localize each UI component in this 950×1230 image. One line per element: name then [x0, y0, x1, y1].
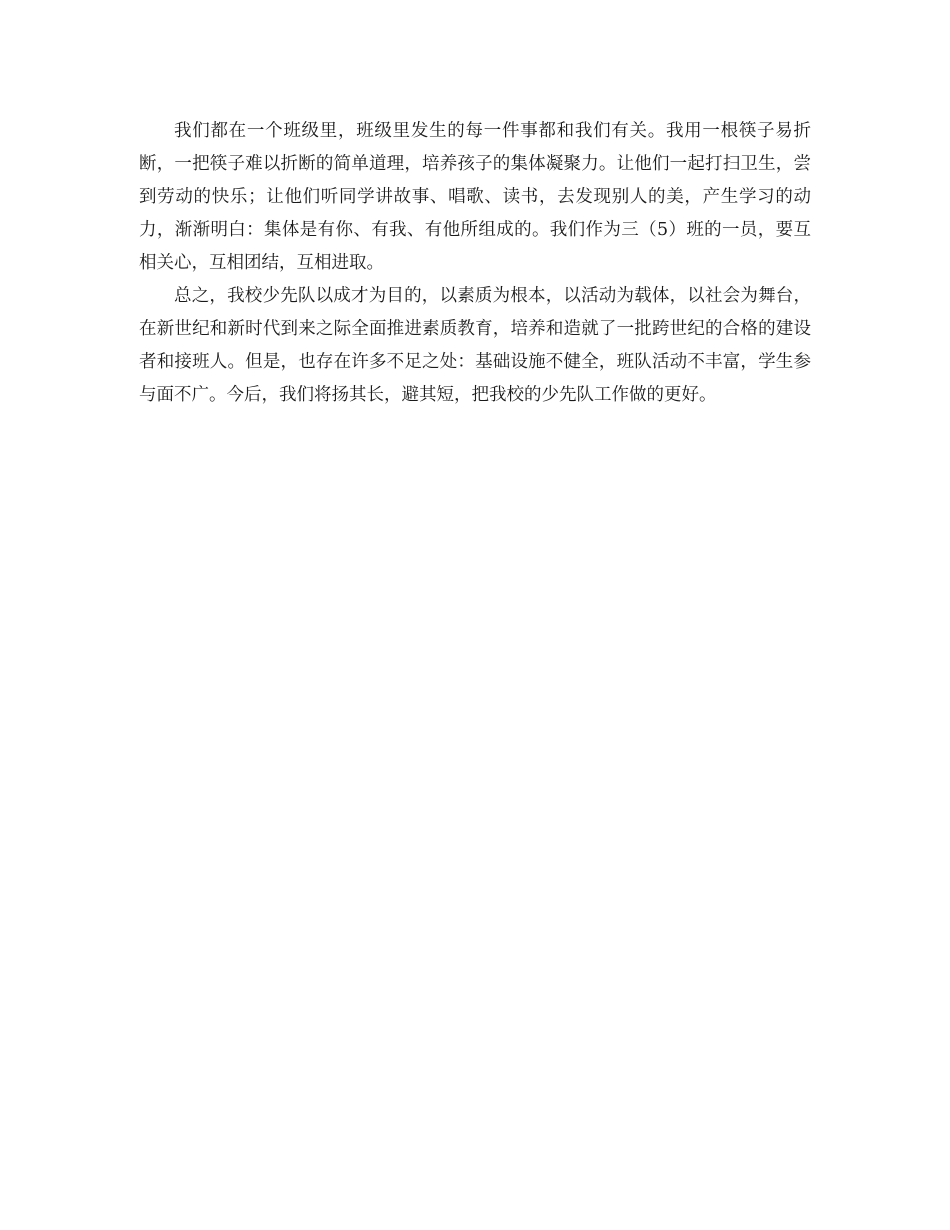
document-body [139, 115, 811, 412]
paragraph-class-unity: 我们都在一个班级里，班级里发生的每一件事都和我们有关。我用一根筷子易折断，一把筷子难以折断的简单道理，培养孩子的集体凝聚力。让他们一起打扫卫生，尝到劳动的快乐；让他们听同学讲故事、唱歌、读书，去发现别人的美，产生学习的动力，渐渐明白：集体是有你、有我、有他所组成的。我们作为三（5）班的一员，要互相关心，互相团结，互相进取。 [139, 121, 811, 273]
paragraph-summary: 总之，我校少先队以成才为目的，以素质为根本，以活动为载体，以社会为舞台，在新世纪和新时代到来之际全面推进素质教育，培养和造就了一批跨世纪的合格的建设者和接班人。但是，也存在许多不足之处：基础设施不健全，班队活动不丰富，学生参与面不广。今后，我们将扬其长，避其短，把我校的少先队工作做的更好。 [139, 286, 811, 405]
